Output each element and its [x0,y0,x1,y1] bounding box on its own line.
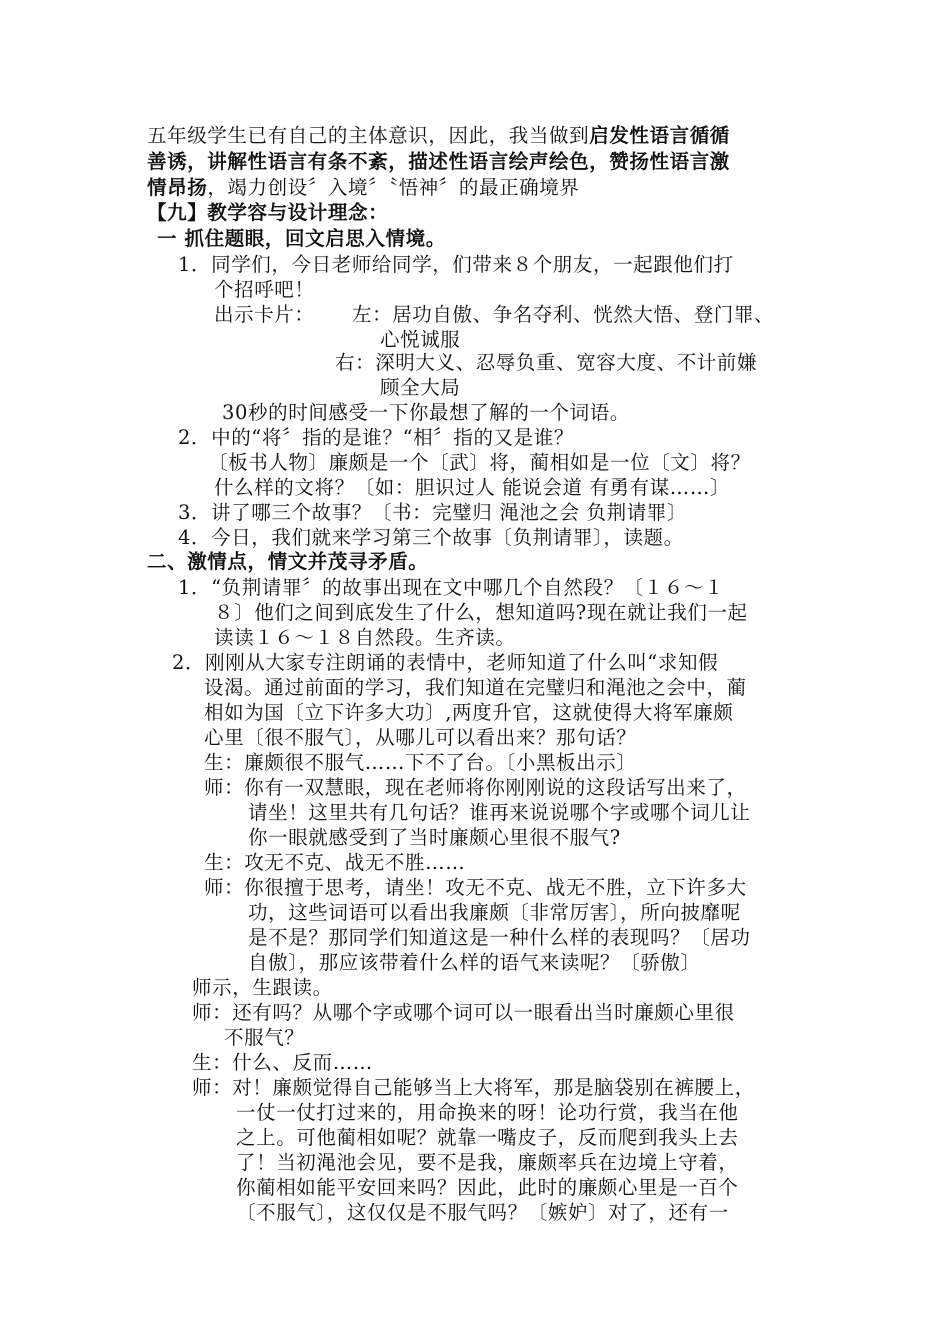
teacher-line: 师：你很擅于思考，请坐！攻无不克、战无不胜，立下许多大 [204,876,747,899]
part-1-item-1: 1．同学们，今日老师给同学，们带来８个朋友，一起跟他们打 [178,253,734,276]
teacher-line: 师：还有吗？从哪个字或哪个词可以一眼看出当时廉颇心里很 [192,1001,735,1024]
part-1-item-2-cont: 〔板书人物〕廉颇是一个〔武〕将，蔺相如是一位〔文〕将？ [208,451,751,474]
teacher-line-cont: 功，这些词语可以看出我廉颇〔非常厉害〕，所向披靡呢 [248,901,741,924]
teacher-line-cont: 了！当初渑池会见，要不是我，廉颇率兵在边境上守着， [236,1151,739,1174]
intro-bold-text: 启发性语言循循 [589,124,730,147]
part-1-item-2-cont: 什么样的文将？〔如：胆识过人 能说会道 有勇有谋……〕 [214,476,731,499]
part-2-item-2-cont: 设渴。通过前面的学习，我们知道在完璧归和渑池之会中，蔺 [204,676,747,699]
teacher-line-cont: 不服气？ [224,1026,305,1049]
part-2-item-2-cont: 心里〔很不服气〕，从哪儿可以看出来？那句话？ [204,726,637,749]
teacher-line-cont: 一仗一仗打过来的，用命换来的呀！论功行赏，我当在他 [236,1101,739,1124]
part-1-heading: 一 抓住题眼，回文启思入情境。 [157,227,446,250]
teacher-line-cont: 之上。可他蔺相如呢？就靠一嘴皮子，反而爬到我头上去 [236,1126,739,1149]
cards-right: 右：深明大义、忍辱负重、宽容大度、不计前嫌 [335,351,758,374]
part-1-item-2: 2．中的“将〞指的是谁？“相〞指的又是谁？ [178,426,574,449]
part-2-item-2: 2．刚刚从大家专注朗诵的表情中，老师知道了什么叫“求知假 [172,651,719,674]
teacher-line-cont: 是不是？那同学们知道这是一种什么样的表现吗？〔居功 [248,926,751,949]
part-2-item-1: 1．“负荆请罪〞的故事出现在文中哪几个自然段？〔１６～１ [178,576,725,599]
part-2-item-1-cont: 读读１６～１８自然段。生齐读。 [214,626,516,649]
demo-line: 师示，生跟读。 [192,976,333,999]
cards-left-cont: 心悦诚服 [380,328,461,351]
intro-line-2: 善诱，讲解性语言有条不紊，描述性语言绘声绘色，赞扬性语言激 [147,150,730,173]
intro-text: 五年级学生已有自己的主体意识，因此，我当做到 [147,124,590,147]
teacher-line-cont: 〔不服气〕，这仅仅是不服气吗？〔嫉妒〕对了，还有一 [236,1201,729,1224]
student-line: 生：廉颇很不服气……下不了台。〔小黑板出示〕 [204,751,637,774]
teacher-line-cont: 自傲〕，那应该带着什么样的语气来读呢？〔骄傲〕 [248,951,701,974]
part-2-item-1-cont: ８〕他们之间到底发生了什么，想知道吗?现在就让我们一起 [214,601,748,624]
cards-label: 出示卡片： [214,303,315,326]
intro-bold-text: 情昂扬 [147,176,208,199]
intro-line-3 [147,176,579,200]
intro-line-1 [147,124,730,148]
part-2-heading: 二、激情点，情文并茂寻矛盾。 [147,550,429,573]
student-line: 生：什么、反而…… [192,1051,373,1074]
teacher-line-cont: 你蔺相如能平安回来吗？因此，此时的廉颇心里是一百个 [236,1176,739,1199]
part-2-item-2-cont: 相如为国〔立下许多大功〕,两度升官，这就使得大将军廉颇 [204,701,734,724]
section-9-heading: 【九】教学容与设计理念： [147,201,389,224]
teacher-line-cont: 你一眼就感受到了当时廉颇心里很不服气? [248,826,621,849]
part-1-note: 30秒的时间感受一下你最想了解的一个词语。 [222,401,630,424]
intro-text: ，竭力创设〞入境〞〝悟神〞的最正确境界 [207,176,580,199]
teacher-line-cont: 请坐！这里共有几句话？谁再来说说哪个字或哪个词儿让 [248,801,751,824]
teacher-line: 师：对！廉颇觉得自己能够当上大将军，那是脑袋别在裤腰上， [192,1076,755,1099]
teacher-line: 师：你有一双慧眼，现在老师将你刚刚说的这段话写出来了， [204,776,747,799]
student-line: 生：攻无不克、战无不胜…… [204,851,466,874]
cards-left: 左：居功自傲、争名夺利、恍然大悟、登门罪、 [352,303,775,326]
cards-right-cont: 顾全大局 [380,376,461,399]
part-1-item-4: 4．今日，我们就来学习第三个故事〔负荆请罪〕，读题。 [178,526,684,549]
part-1-item-1-cont: 个招呼吧！ [214,278,315,301]
part-1-item-3: 3．讲了哪三个故事？〔书：完璧归 渑池之会 负荆请罪〕 [178,501,688,524]
